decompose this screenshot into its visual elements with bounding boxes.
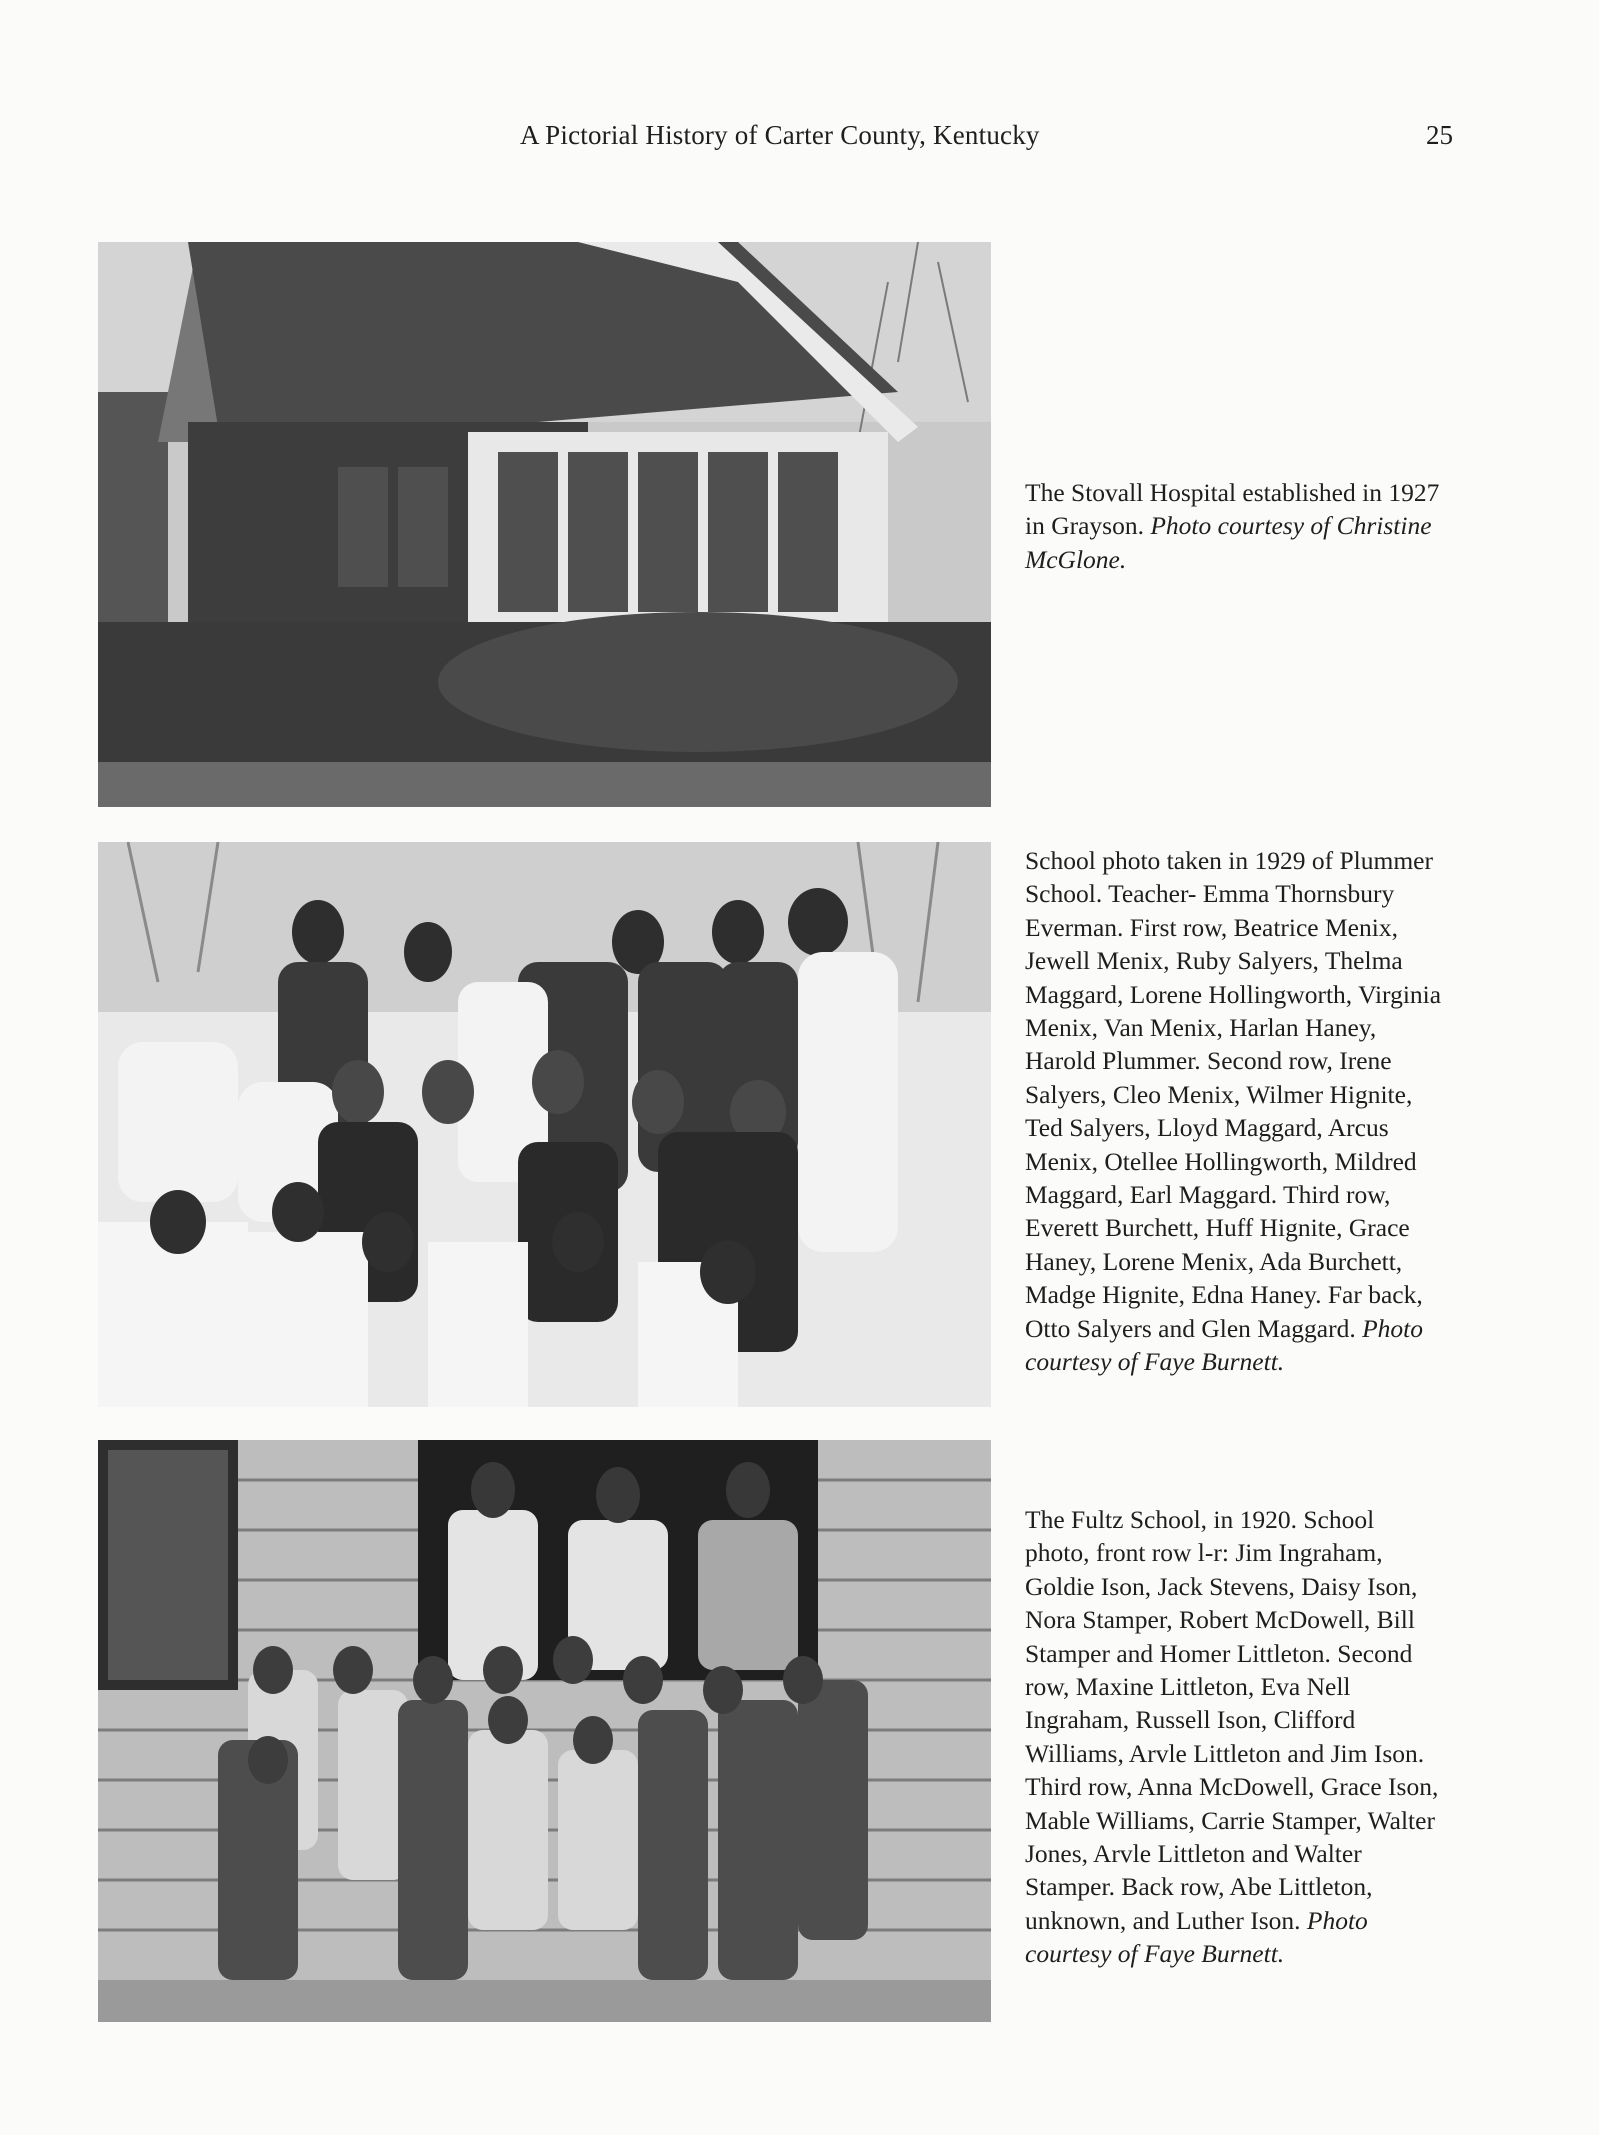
- page-number: 25: [1426, 120, 1453, 150]
- plummer-school-photo-image: [98, 842, 991, 1407]
- photo-credit: Photo courtesy of Faye Burnett.: [1025, 1313, 1424, 1377]
- fultz-school-photo-image: [98, 1440, 991, 2022]
- book-title: A Pictorial History of Carter County, Kentucky: [520, 120, 1040, 150]
- plummer-school-caption: [1025, 844, 1445, 1379]
- fultz-school-caption: [1025, 1503, 1445, 1971]
- hospital-caption: [1025, 476, 1445, 576]
- running-head: [0, 120, 1599, 160]
- fultz-school-photo: [98, 1440, 991, 2022]
- caption-text: School photo taken in 1929 of Plummer School. Teacher- Emma Thornsbury Everman. First row, Beatrice Menix, Jewell Menix, Ruby Salyers, Thelma Maggard, Lorene Hollingworth, Virginia Menix, Van Menix, Harlan Haney, Harold Plummer. Second row, Irene Salyers, Cleo Menix, Wilmer Hignite, Ted Salyers, Lloyd Maggard, Arcus Menix, Otellee Hollingworth, Mildred Maggard, Earl Maggard. Third row, Everett Burchett, Huff Hignite, Grace Haney, Lorene Menix, Ada Burchett, Madge Hignite, Edna Haney. Far back, Otto Salyers and Glen Maggard.: [1025, 846, 1442, 1343]
- caption-text: The Stovall Hospital established in 1927 in Grayson.: [1025, 478, 1440, 541]
- photo-credit: Photo courtesy of Christine McGlone.: [1025, 511, 1432, 574]
- plummer-school-photo: [98, 842, 991, 1407]
- hospital-photo-image: [98, 242, 991, 807]
- photo-credit: Photo courtesy of Faye Burnett.: [1025, 1905, 1368, 1969]
- caption-text: The Fultz School, in 1920. School photo, front row l-r: Jim Ingraham, Goldie Ison, Jack Stevens, Daisy Ison, Nora Stamper, Robert McDowell, Bill Stamper and Homer Littleton. Second row, Maxine Littleton, Eva Nell Ingraham, Russell Ison, Clifford Williams, Arvle Littleton and Jim Ison. Third row, Anna McDowell, Grace Ison, Mable Williams, Carrie Stamper, Walter Jones, Arvle Littleton and Walter Stamper. Back row, Abe Littleton, unknown, and Luther Ison.: [1025, 1505, 1439, 1935]
- hospital-photo: [98, 242, 991, 807]
